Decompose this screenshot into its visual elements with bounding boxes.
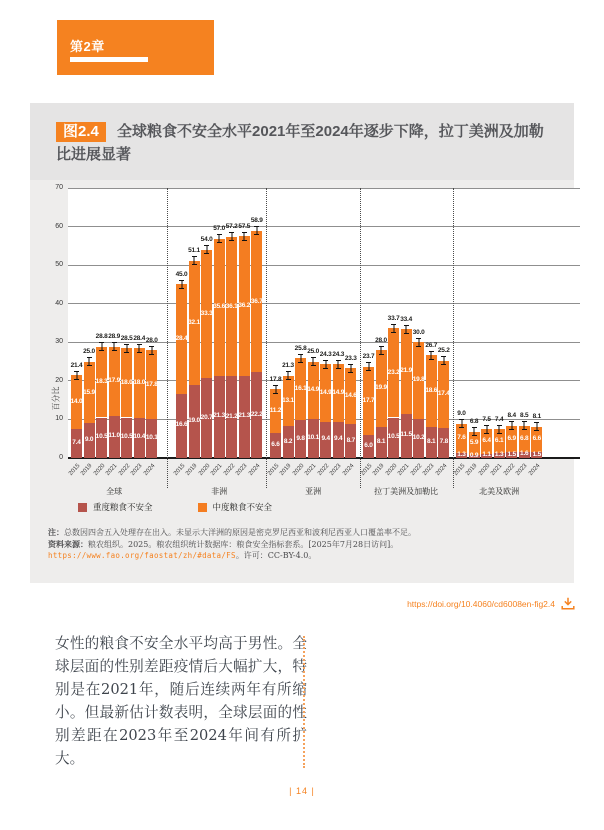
severe-value-label: 1.1 [482,451,491,459]
year-label: 2019 [279,463,293,477]
year-label: 2015 [266,463,280,477]
error-bar [534,422,539,431]
moderate-value-label: 18.3 [95,378,108,386]
severe-value-label: 1.5 [532,450,542,458]
total-value-label: 8.1 [532,413,542,421]
year-label: 2021 [210,463,224,477]
year-label: 2020 [291,463,306,477]
y-tick-30: 30 [55,338,63,346]
total-value-label: 57.2 [225,223,238,231]
severe-value-label: 10.1 [307,434,320,442]
error-bar [348,364,353,373]
error-bar [192,256,197,265]
year-label: 2015 [67,463,81,477]
group-separator [453,188,454,488]
total-value-label: 6.8 [469,418,479,426]
year-label: 2019 [185,463,199,477]
moderate-value-label: 14.9 [319,389,332,396]
moderate-value-label: 17.8 [145,380,158,388]
year-label: 2022 [222,463,237,477]
figure-panel [30,103,574,583]
moderate-value-label: 14.9 [307,386,320,394]
severe-value-label: 9.8 [296,434,305,442]
y-axis-label: 百分比 [51,386,61,411]
region-label: 非洲 [211,487,228,496]
total-value-label: 23.7 [362,353,375,361]
total-value-label: 25.2 [437,347,450,355]
year-label: 2020 [477,463,492,477]
severe-value-label: 9.4 [321,435,330,443]
region-label: 全球 [106,487,123,496]
severe-value-label: 16.6 [175,421,188,429]
moderate-value-label: 17.9 [108,377,121,385]
legend-swatch-moderate [198,503,207,512]
total-value-label: 21.3 [282,362,294,370]
moderate-value-label: 19.9 [375,384,387,392]
error-bar [391,324,396,333]
moderate-value-label: 6.9 [507,434,516,442]
total-value-label: 7.4 [494,415,504,423]
y-tick-20: 20 [55,376,63,384]
year-label: 2020 [197,463,212,477]
severe-value-label: 1.3 [494,450,504,458]
severe-value-label: 10.5 [387,433,400,441]
year-label: 2021 [304,463,318,477]
error-bar [242,232,247,241]
year-label: 2024 [434,463,449,477]
severe-value-label: 1.5 [507,450,516,458]
moderate-value-label: 36.7 [250,297,263,305]
total-value-label: 24.3 [319,350,332,358]
error-bar [137,344,142,353]
legend-swatch-severe [78,503,87,512]
y-tick-60: 60 [55,222,63,230]
error-bar [99,342,104,351]
year-label: 2015 [172,463,186,477]
year-label: 2023 [329,463,343,477]
total-value-label: 57.5 [238,222,251,230]
gridline-40 [68,303,580,304]
moderate-value-label: 19.8 [412,376,425,384]
chart-legend [78,501,272,513]
total-value-label: 28.5 [120,334,133,342]
doi-row [407,597,575,610]
error-bar [509,421,514,430]
y-tick-40: 40 [55,299,63,307]
moderate-value-label: 18.0 [133,379,146,387]
severe-value-label: 9.4 [334,435,343,443]
total-value-label: 25.8 [294,344,307,352]
year-label: 2020 [92,463,107,477]
chapter-title: 第2章 [70,39,105,54]
year-label: 2015 [359,463,373,477]
severe-value-label: 19.0 [188,416,200,424]
severe-value-label: 21.3 [238,412,251,420]
error-bar [204,245,209,254]
moderate-value-label: 32.1 [188,318,200,326]
error-bar [254,226,259,235]
severe-value-label: 22.2 [250,410,263,418]
y-tick-50: 50 [55,261,63,269]
total-value-label: 8.4 [507,412,516,420]
y-tick-0: 0 [59,454,63,461]
body-paragraph: 女性的粮食不安全水平均高于男性。全球层面的性别差距疫情后大幅扩大，特别是在2021年，随后连续两年有所缩小。但最新估计数表明，全球层面的性别差距在2023年至2024年间有所扩大。 [55,635,307,767]
moderate-value-label: 36.1 [225,302,238,310]
severe-value-label: 11.0 [108,432,120,440]
year-label: 2021 [105,463,119,477]
chart [30,183,574,503]
year-label: 2024 [142,463,157,477]
year-label: 2015 [452,463,466,477]
moderate-value-label: 21.9 [400,367,413,375]
gridline-50 [68,265,580,266]
error-bar [273,385,278,394]
moderate-value-label: 18.0 [120,378,133,386]
moderate-value-label: 17.4 [437,390,450,398]
source-label: 资料来源： [48,538,88,549]
moderate-value-label: 5.9 [469,439,479,447]
total-value-label: 26.7 [425,341,438,349]
gridline-60 [68,226,580,227]
error-bar [179,280,184,289]
year-label: 2019 [80,463,94,477]
moderate-value-label: 36.2 [238,302,251,310]
total-value-label: 25.0 [307,348,320,356]
year-label: 2019 [372,463,386,477]
error-bar [74,371,79,380]
note-text: 总数因四舍五入处理存在出入。未显示大洋洲的原因是密克罗尼西亚和波利尼西亚人口覆盖率不足。 [64,528,416,537]
figure-label-badge: 图2.4 [56,122,106,142]
year-label: 2022 [117,463,132,477]
error-bar [229,232,234,241]
source-link[interactable]: https://www.fao.org/faostat/zh/#data/FS [48,551,236,560]
moderate-value-label: 18.6 [425,386,438,394]
total-value-label: 7.5 [482,415,491,423]
error-bar [311,357,316,366]
doi-link[interactable]: https://doi.org/10.4060/cd6008en-fig2.4 [407,598,555,609]
total-value-label: 54.0 [200,236,213,244]
moderate-value-label: 6.8 [520,434,529,442]
severe-value-label: 7.8 [439,438,449,446]
total-value-label: 33.4 [400,315,413,323]
year-label: 2023 [235,463,249,477]
total-value-label: 57.0 [213,225,226,233]
error-bar [522,421,527,430]
note-line [48,527,556,539]
severe-value-label: 1.3 [457,450,466,458]
note-label: 注： [48,527,64,537]
severe-value-label: 8.2 [283,437,293,445]
moderate-value-label: 28.4 [175,335,188,343]
source-suffix: 。许可：CC-BY-4.0。 [235,551,317,560]
error-bar [87,357,92,366]
figure-title-text: 全球粮食不安全水平2021年至2024年逐步下降，拉丁美洲及加勒比进展显著 [56,123,544,163]
year-label: 2024 [341,463,356,477]
figure-notes [48,527,556,562]
moderate-value-label: 6.6 [532,435,542,443]
error-bar [286,371,291,380]
severe-value-label: 21.2 [225,412,238,420]
legend-label-severe: 重度粮食不安全 [93,502,153,512]
error-bar [497,425,502,434]
total-value-label: 45.0 [175,270,188,278]
figure-title [30,103,574,180]
total-value-label: 17.8 [269,375,282,383]
total-value-label: 33.7 [387,314,400,322]
year-label: 2023 [422,463,436,477]
source-text: 粮农组织。2025。粮农组织统计数据库：粮食安全指标套系。[2025年7月28日访问]。 [88,539,399,549]
total-value-label: 21.4 [70,361,83,369]
severe-value-label: 1.6 [520,450,529,458]
error-bar [379,346,384,355]
moderate-value-label: 6.1 [494,437,504,445]
total-value-label: 51.1 [188,247,200,255]
total-value-label: 23.3 [344,354,357,362]
column-rule [303,636,305,768]
severe-value-label: 10.4 [133,433,146,441]
total-value-label: 28.9 [108,333,121,341]
error-bar [366,362,371,371]
group-separator [167,188,168,488]
total-value-label: 28.4 [133,334,146,342]
year-label: 2022 [316,463,331,477]
y-tick-70: 70 [55,184,63,191]
year-label: 2024 [247,463,262,477]
total-value-label: 28.8 [95,333,108,341]
error-bar [323,360,328,369]
year-label: 2021 [490,463,504,477]
error-bar [441,356,446,365]
year-label: 2019 [465,463,479,477]
severe-value-label: 6.6 [271,440,280,448]
moderate-value-label: 35.6 [213,303,226,311]
gridline-70 [68,188,580,189]
source-line [48,539,556,562]
moderate-value-label: 7.6 [457,434,466,442]
severe-value-label: 11.5 [400,431,412,439]
severe-value-label: 9.0 [84,436,94,444]
error-bar [472,427,477,436]
severe-value-label: 6.0 [364,441,373,449]
year-label: 2020 [384,463,399,477]
severe-value-label: 8.1 [427,437,436,445]
severe-value-label: 21.3 [213,412,226,420]
total-value-label: 8.5 [520,412,529,420]
chapter-badge [57,20,214,75]
total-value-label: 30.0 [412,328,425,336]
error-bar [112,342,117,351]
moderate-value-label: 23.2 [387,368,400,376]
moderate-value-label: 15.9 [83,388,95,396]
total-value-label: 28.0 [145,336,158,344]
severe-value-label: 10.5 [95,433,108,441]
moderate-value-label: 14.6 [344,392,357,400]
error-bar [124,344,129,353]
total-value-label: 25.0 [83,348,95,356]
severe-value-label: 10.2 [412,433,425,441]
severe-value-label: 8.7 [346,436,356,444]
chapter-underline [70,57,148,62]
error-bar [149,346,154,355]
year-label: 2023 [130,463,144,477]
page-number: | 14 | [289,786,315,796]
year-label: 2023 [515,463,529,477]
legend-item-severe [78,501,153,513]
severe-value-label: 8.1 [376,437,386,445]
severe-value-label: 10.1 [145,434,158,442]
moderate-value-label: 13.1 [282,397,294,405]
moderate-value-label: 16.1 [294,385,307,393]
moderate-value-label: 33.3 [200,309,213,317]
severe-value-label: 20.7 [200,413,213,421]
moderate-value-label: 14.9 [332,389,345,396]
severe-value-label: 10.5 [120,433,133,441]
year-label: 2021 [397,463,411,477]
moderate-value-label: 17.7 [362,396,375,404]
year-label: 2022 [502,463,517,477]
region-label: 北美及欧洲 [479,487,520,496]
error-bar [217,234,222,243]
total-value-label: 9.0 [457,410,466,418]
total-value-label: 24.3 [332,350,345,358]
severe-value-label: 0.9 [469,451,479,459]
severe-value-label: 7.4 [72,439,81,447]
legend-label-moderate: 中度粮食不安全 [212,502,273,512]
moderate-value-label: 14.0 [70,398,83,406]
error-bar [484,425,489,434]
legend-item-moderate [198,501,273,513]
download-icon[interactable] [561,597,575,610]
y-tick-10: 10 [55,415,63,423]
year-label: 2024 [527,463,542,477]
region-label: 拉丁美洲及加勒比 [374,487,439,496]
year-label: 2022 [409,463,424,477]
moderate-value-label: 11.2 [269,406,282,414]
total-value-label: 28.0 [375,336,387,344]
total-value-label: 58.9 [250,217,263,225]
moderate-value-label: 6.4 [482,437,491,445]
region-label: 亚洲 [305,487,322,496]
